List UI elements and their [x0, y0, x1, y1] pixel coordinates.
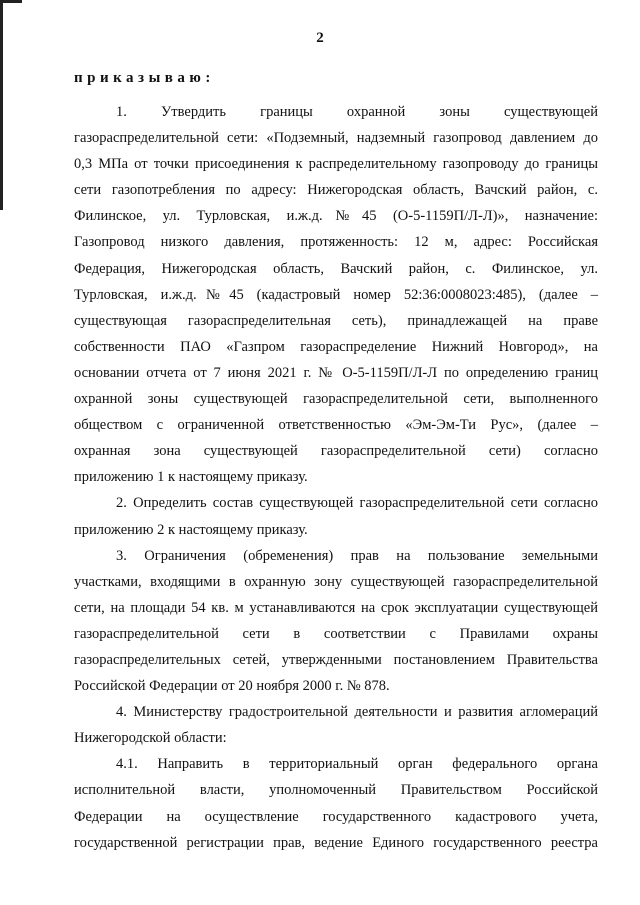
- document-body: [74, 99, 598, 856]
- paragraph-p3: [74, 543, 598, 700]
- paragraph-p5: [74, 751, 598, 855]
- text-line: охранная зона существующей газораспределительной сети) согласно: [74, 443, 598, 460]
- text-line: приложению 1 к настоящему приказу.: [74, 469, 308, 486]
- text-line: Российской Федерации от 20 ноября 2000 г. № 878.: [74, 678, 390, 695]
- text-line: 0,3 МПа от точки присоединения к распределительному газопроводу до границы: [74, 156, 598, 173]
- text-line: Федерации на осуществление государственного кадастрового учета,: [74, 808, 598, 825]
- text-line: обществом с ограниченной ответственностью «Эм-Эм-Ти Рус», (далее –: [74, 417, 598, 434]
- text-line: Федерация, Нижегородская область, Вачский район, с. Филинское, ул.: [74, 260, 598, 277]
- text-line: 1. Утвердить границы охранной зоны существующей: [116, 104, 598, 120]
- text-line: газораспределительной сети: «Подземный, надземный газопровод давлением до: [74, 130, 598, 147]
- text-line: Турловская, и.ж.д.№45 (кадастровый номер 52:36:0008023:485), (далее –: [74, 286, 598, 303]
- text-line: Филинское, ул. Турловская, и.ж.д.№45 (О-5-1159П/Л-Л)», назначение:: [74, 208, 598, 225]
- page-number: 2: [316, 30, 324, 46]
- text-line: 4.1. Направить в территориальный орган федерального органа: [116, 756, 598, 773]
- text-line: 2. Определить состав существующей газораспределительной сети согласно: [116, 495, 598, 512]
- text-line: охранной зоны существующей газораспределительной сети, выполненного: [74, 391, 598, 408]
- text-line: газораспределительных сетей, утвержденными постановлением Правительства: [74, 651, 598, 668]
- paragraph-p4: [74, 699, 598, 751]
- text-line: 3. Ограничения (обременения) прав на пользование земельными: [116, 547, 598, 564]
- text-line: Газопровод низкого давления, протяженность: 12 м, адрес: Российская: [74, 234, 598, 251]
- text-line: существующая газораспределительная сеть), принадлежащей на праве: [74, 312, 598, 329]
- text-line: собственности ПАО «Газпром газораспределение Нижний Новгород», на: [74, 338, 598, 355]
- paragraph-p1: [74, 99, 598, 490]
- text-line: 4. Министерству градостроительной деятельности и развития агломераций: [116, 704, 598, 721]
- text-line: газораспределительной сети в соответствии с Правилами охраны: [74, 625, 598, 642]
- text-line: приложению 2 к настоящему приказу.: [74, 521, 308, 538]
- order-heading: приказываю:: [74, 70, 215, 86]
- text-line: участками, входящими в охранную зону существующей газораспределительной: [74, 573, 598, 590]
- text-line: государственной регистрации прав, ведение Единого государственного реестра: [74, 834, 598, 851]
- paragraph-p2: [74, 490, 598, 542]
- text-line: сети газопотребления по адресу: Нижегородская область, Вачский район, с.: [74, 182, 598, 199]
- scan-corner-mark-horizontal: [0, 0, 22, 3]
- text-line: основании отчета от 7 июня 2021 г. № О-5-1159П/Л-Л по определению границ: [74, 364, 598, 381]
- text-line: Нижегородской области:: [74, 730, 227, 747]
- text-line: исполнительной власти, уполномоченный Правительством Российской: [74, 782, 598, 799]
- text-line: сети, на площади 54 кв. м устанавливаются на срок эксплуатации существующей: [74, 599, 598, 616]
